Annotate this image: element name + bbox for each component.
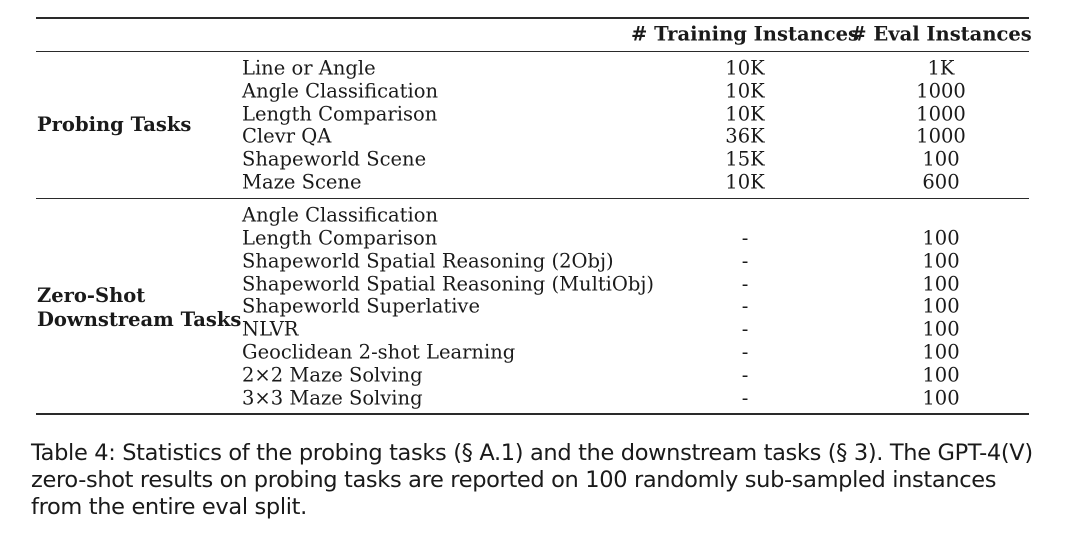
- eval-count: 100: [922, 363, 960, 387]
- training-count: -: [741, 249, 749, 273]
- task-name: 2×2 Maze Solving: [242, 363, 423, 387]
- training-count: -: [741, 386, 749, 410]
- training-count: -: [741, 226, 749, 250]
- task-name: Angle Classification: [242, 203, 439, 227]
- task-name: Shapeworld Superlative: [242, 294, 480, 318]
- task-name: Maze Scene: [242, 170, 362, 194]
- group-label-line: Probing Tasks: [37, 113, 192, 136]
- training-count: -: [741, 340, 749, 364]
- group-label-line: Zero-Shot: [37, 284, 146, 307]
- header-eval-instances: # Eval Instances: [850, 22, 1032, 46]
- task-name: Shapeworld Spatial Reasoning (2Obj): [242, 249, 614, 273]
- header-training-instances: # Training Instances: [630, 22, 860, 46]
- task-name: Geoclidean 2-shot Learning: [242, 340, 516, 364]
- eval-count: 100: [922, 226, 960, 250]
- eval-count: 100: [922, 147, 960, 171]
- task-name: Shapeworld Spatial Reasoning (MultiObj): [242, 272, 655, 296]
- eval-count: 100: [922, 294, 960, 318]
- eval-count: 100: [922, 317, 960, 341]
- task-name: Line or Angle: [242, 56, 376, 80]
- eval-count: 100: [922, 272, 960, 296]
- training-count: -: [741, 272, 749, 296]
- eval-count: 100: [922, 249, 960, 273]
- eval-count: 1000: [916, 102, 966, 126]
- bottom-rule: [36, 413, 1029, 415]
- task-name: Clevr QA: [242, 124, 332, 148]
- task-name: Length Comparison: [242, 226, 438, 250]
- task-name: 3×3 Maze Solving: [242, 386, 423, 410]
- eval-count: 100: [922, 386, 960, 410]
- eval-count: 1000: [916, 124, 966, 148]
- task-name: Angle Classification: [242, 79, 439, 103]
- training-count: 15K: [725, 147, 765, 171]
- training-count: -: [741, 294, 749, 318]
- eval-count: 600: [922, 170, 960, 194]
- group-label-zero-shot-downstream: [37, 284, 241, 332]
- eval-count: 1000: [916, 79, 966, 103]
- task-name: Length Comparison: [242, 102, 438, 126]
- training-count: 36K: [725, 124, 765, 148]
- training-count: 10K: [725, 79, 765, 103]
- header-rule: [36, 51, 1029, 52]
- training-count: -: [741, 317, 749, 341]
- training-count: 10K: [725, 102, 765, 126]
- eval-count: 100: [922, 340, 960, 364]
- training-count: -: [741, 363, 749, 387]
- group-label-probing-tasks: [37, 113, 191, 137]
- task-name: NLVR: [242, 317, 299, 341]
- group-divider-rule: [36, 198, 1029, 199]
- table-caption: Table 4: Statistics of the probing tasks (§ A.1) and the downstream tasks (§ 3). The GPT-4(V) zero-shot results on probing tasks are reported on 100 randomly sub-sampled instances from the entire eval split.: [31, 440, 1033, 520]
- eval-count: 1K: [927, 56, 955, 80]
- training-count: 10K: [725, 56, 765, 80]
- task-name: Shapeworld Scene: [242, 147, 427, 171]
- top-rule: [36, 17, 1029, 19]
- training-count: 10K: [725, 170, 765, 194]
- group-label-line: Downstream Tasks: [37, 308, 242, 331]
